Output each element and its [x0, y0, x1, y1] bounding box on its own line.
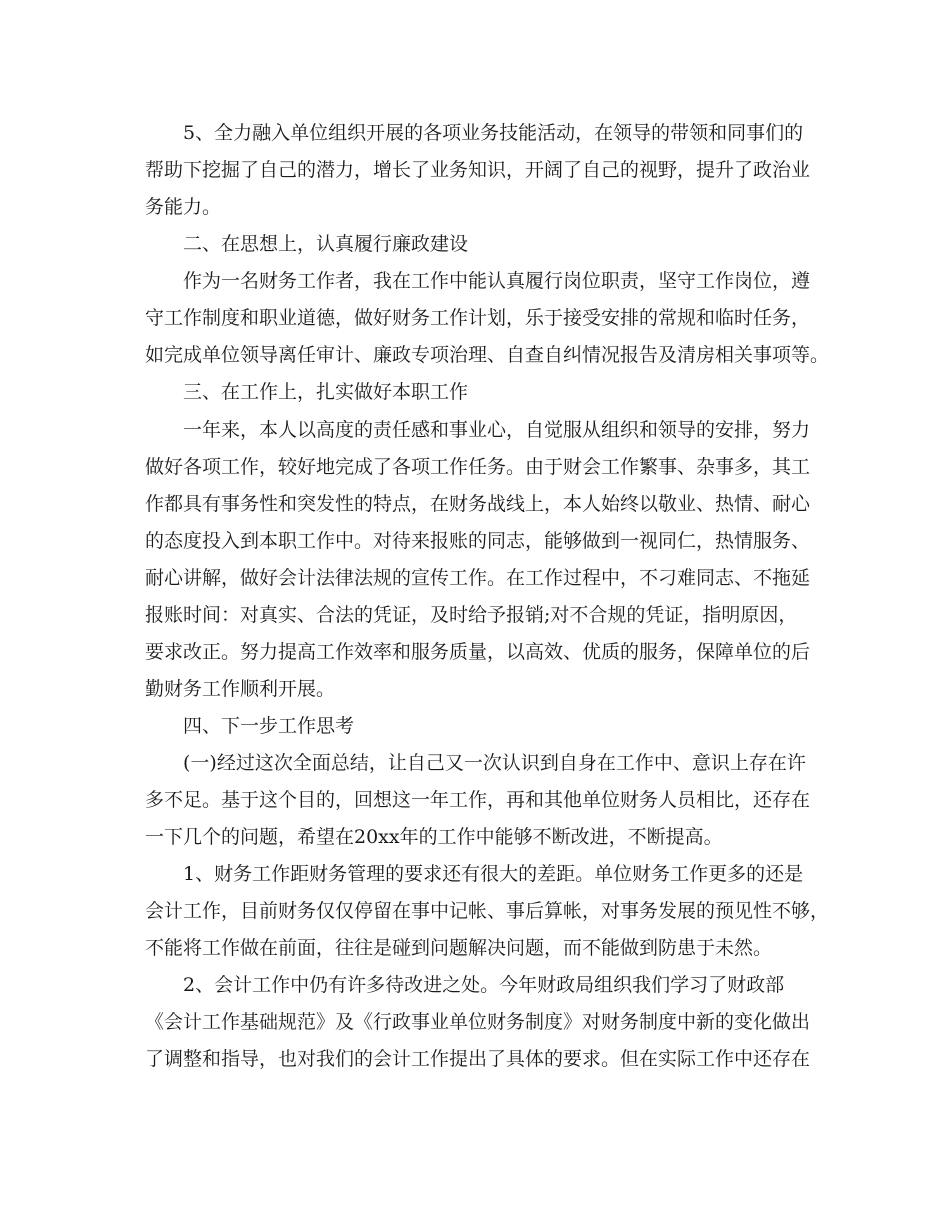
text-line: 报账时间：对真实、合法的凭证，及时给予报销;对不合规的凭证，指明原因，	[145, 604, 798, 626]
text-line: 了调整和指导，也对我们的会计工作提出了具体的要求。但在实际工作中还存在	[145, 1048, 811, 1070]
section-heading: 三、在工作上，扎实做好本职工作	[183, 381, 469, 403]
text-line: 2、会计工作中仍有许多待改进之处。今年财政局组织我们学习了财政部	[183, 974, 785, 996]
text-line: 帮助下挖掘了自己的潜力，增长了业务知识，开阔了自己的视野，提升了政治业	[145, 159, 811, 181]
text-line: 如完成单位领导离任审计、廉政专项治理、自查自纠情况报告及清房相关事项等。	[145, 344, 830, 366]
text-line: 1、财务工作距财务管理的要求还有很大的差距。单位财务工作更多的还是	[183, 863, 804, 885]
text-line: 会计工作，目前财务仅仅停留在事中记帐、事后算帐，对事务发展的预见性不够，	[145, 900, 830, 922]
section-heading: 二、在思想上，认真履行廉政建设	[183, 233, 469, 255]
text-line: 务能力。	[145, 196, 222, 218]
section-heading: 四、下一步工作思考	[183, 715, 355, 737]
text-line: 做好各项工作，较好地完成了各项工作任务。由于财会工作繁事、杂事多，其工	[145, 456, 811, 478]
text-line: 作为一名财务工作者，我在工作中能认真履行岗位职责，坚守工作岗位，遵	[183, 270, 811, 292]
text-line: 多不足。基于这个目的，回想这一年工作，再和其他单位财务人员相比，还存在	[145, 789, 811, 811]
text-line: 《会计工作基础规范》及《行政事业单位财务制度》对财务制度中新的变化做出	[145, 1011, 811, 1033]
text-line: 不能将工作做在前面，往往是碰到问题解决问题，而不能做到防患于未然。	[145, 937, 773, 959]
text-line: 的态度投入到本职工作中。对待来报账的同志，能够做到一视同仁，热情服务、	[145, 530, 811, 552]
text-line: (一)经过这次全面总结，让自己又一次认识到自身在工作中、意识上存在许	[183, 752, 806, 774]
text-line: 一年来，本人以高度的责任感和事业心，自觉服从组织和领导的安排，努力	[183, 419, 811, 441]
text-line: 5、全力融入单位组织开展的各项业务技能活动，在领导的带领和同事们的	[183, 122, 804, 144]
text-line: 耐心讲解，做好会计法律法规的宣传工作。在工作过程中，不刁难同志、不拖延	[145, 567, 811, 589]
text-line: 作都具有事务性和突发性的特点，在财务战线上，本人始终以敬业、热情、耐心	[145, 493, 811, 515]
text-line: 要求改正。努力提高工作效率和服务质量，以高效、优质的服务，保障单位的后	[145, 641, 811, 663]
text-line: 一下几个的问题，希望在20xx年的工作中能够不断改进，不断提高。	[145, 826, 723, 848]
text-line: 勤财务工作顺利开展。	[145, 678, 336, 700]
text-line: 守工作制度和职业道德，做好财务工作计划，乐于接受安排的常规和临时任务，	[145, 307, 811, 329]
